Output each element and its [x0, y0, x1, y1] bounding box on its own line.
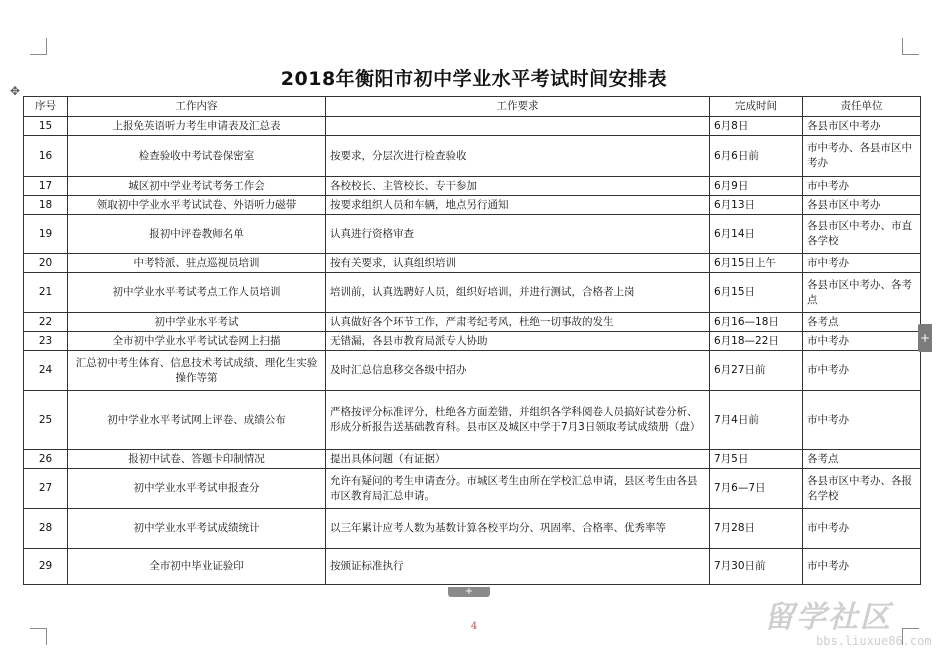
cell-unit: 各考点 — [803, 313, 921, 332]
cell-no: 26 — [24, 450, 68, 469]
cell-content: 初中学业水平考试成绩统计 — [68, 509, 326, 549]
table-row — [24, 177, 921, 196]
cell-no: 23 — [24, 332, 68, 351]
page-number: 4 — [470, 621, 478, 632]
cell-time: 6月15日 — [710, 273, 803, 313]
cell-unit: 市中考办 — [803, 391, 921, 450]
cell-content: 初中学业水平考试申报查分 — [68, 469, 326, 509]
cell-requirement: 各校校长、主管校长、专干参加 — [326, 177, 710, 196]
cell-unit: 各县市区中考办、各报名学校 — [803, 469, 921, 509]
cell-time: 6月13日 — [710, 196, 803, 215]
cell-requirement: 认真做好各个环节工作，严肃考纪考风，杜绝一切事故的发生 — [326, 313, 710, 332]
table-move-handle-icon[interactable]: ✥ — [9, 84, 21, 98]
crop-mark-top-left — [30, 38, 47, 55]
cell-unit: 市中考办、各县市区中考办 — [803, 136, 921, 177]
cell-content: 全市初中毕业证验印 — [68, 549, 326, 585]
header-unit: 责任单位 — [803, 97, 921, 117]
table-row — [24, 117, 921, 136]
cell-no: 19 — [24, 215, 68, 254]
cell-unit: 市中考办 — [803, 509, 921, 549]
cell-unit: 市中考办 — [803, 332, 921, 351]
table-header-row — [24, 97, 921, 117]
table-row — [24, 549, 921, 585]
crop-mark-top-right — [902, 38, 919, 55]
cell-time: 6月8日 — [710, 117, 803, 136]
table-row — [24, 136, 921, 177]
cell-unit: 市中考办 — [803, 549, 921, 585]
header-time: 完成时间 — [710, 97, 803, 117]
cell-time: 6月15日上午 — [710, 254, 803, 273]
cell-unit: 市中考办 — [803, 254, 921, 273]
cell-content: 城区初中学业考试考务工作会 — [68, 177, 326, 196]
cell-requirement: 按有关要求，认真组织培训 — [326, 254, 710, 273]
watermark — [764, 592, 944, 656]
schedule-table — [23, 96, 921, 585]
cell-content: 全市初中学业水平考试试卷网上扫描 — [68, 332, 326, 351]
cell-content: 领取初中学业水平考试试卷、外语听力磁带 — [68, 196, 326, 215]
cell-content: 报初中试卷、答题卡印制情况 — [68, 450, 326, 469]
cell-no: 28 — [24, 509, 68, 549]
cell-requirement: 无错漏，各县市教育局派专人协助 — [326, 332, 710, 351]
cell-requirement: 按要求组织人员和车辆，地点另行通知 — [326, 196, 710, 215]
add-row-tab[interactable]: + — [448, 587, 490, 597]
cell-unit: 各县市区中考办 — [803, 117, 921, 136]
cell-requirement: 允许有疑问的考生申请查分。市城区考生由所在学校汇总申请，县区考生由各县市区教育局汇总申请。 — [326, 469, 710, 509]
header-content: 工作内容 — [68, 97, 326, 117]
cell-unit: 各县市区中考办 — [803, 196, 921, 215]
document-title: 2018年衡阳市初中学业水平考试时间安排表 — [280, 68, 668, 90]
cell-time: 6月9日 — [710, 177, 803, 196]
cell-requirement — [326, 117, 710, 136]
cell-no: 24 — [24, 351, 68, 391]
table-row — [24, 254, 921, 273]
cell-content: 报初中评卷教师名单 — [68, 215, 326, 254]
cell-no: 21 — [24, 273, 68, 313]
table-row — [24, 196, 921, 215]
side-expand-tab[interactable]: + — [918, 324, 932, 352]
cell-time: 7月30日前 — [710, 549, 803, 585]
table-row — [24, 351, 921, 391]
cell-requirement: 认真进行资格审查 — [326, 215, 710, 254]
table-row — [24, 450, 921, 469]
cell-no: 18 — [24, 196, 68, 215]
cell-requirement: 按要求，分层次进行检查验收 — [326, 136, 710, 177]
cell-no: 17 — [24, 177, 68, 196]
cell-content: 初中学业水平考试网上评卷、成绩公布 — [68, 391, 326, 450]
cell-requirement: 按颁证标准执行 — [326, 549, 710, 585]
cell-time: 7月4日前 — [710, 391, 803, 450]
cell-no: 15 — [24, 117, 68, 136]
cell-time: 7月28日 — [710, 509, 803, 549]
cell-requirement: 及时汇总信息移交各级中招办 — [326, 351, 710, 391]
cell-unit: 各考点 — [803, 450, 921, 469]
cell-unit: 各县市区中考办、各考点 — [803, 273, 921, 313]
table-row — [24, 215, 921, 254]
watermark-logo-text: 留学社区 — [764, 600, 892, 635]
cell-unit: 市中考办 — [803, 177, 921, 196]
cell-content: 上报免英语听力考生申请表及汇总表 — [68, 117, 326, 136]
watermark-url: bbs.liuxue86.com — [816, 634, 932, 648]
cell-no: 27 — [24, 469, 68, 509]
table-row — [24, 332, 921, 351]
header-requirement: 工作要求 — [326, 97, 710, 117]
cell-time: 7月6—7日 — [710, 469, 803, 509]
header-no: 序号 — [24, 97, 68, 117]
cell-time: 6月6日前 — [710, 136, 803, 177]
cell-requirement: 以三年累计应考人数为基数计算各校平均分、巩固率、合格率、优秀率等 — [326, 509, 710, 549]
cell-content: 汇总初中考生体育、信息技术考试成绩、理化生实验操作等第 — [68, 351, 326, 391]
table-row — [24, 469, 921, 509]
cell-content: 中考特派、驻点巡视员培训 — [68, 254, 326, 273]
table-row — [24, 273, 921, 313]
cell-no: 22 — [24, 313, 68, 332]
cell-requirement: 培训前，认真选聘好人员，组织好培训，并进行测试，合格者上岗 — [326, 273, 710, 313]
cell-time: 6月14日 — [710, 215, 803, 254]
cell-content: 初中学业水平考试 — [68, 313, 326, 332]
table-row — [24, 509, 921, 549]
cell-time: 6月27日前 — [710, 351, 803, 391]
cell-content: 初中学业水平考试考点工作人员培训 — [68, 273, 326, 313]
cell-time: 6月16—18日 — [710, 313, 803, 332]
cell-time: 6月18—22日 — [710, 332, 803, 351]
cell-no: 25 — [24, 391, 68, 450]
cell-unit: 各县市区中考办、市直各学校 — [803, 215, 921, 254]
cell-no: 16 — [24, 136, 68, 177]
table-row — [24, 313, 921, 332]
cell-requirement: 严格按评分标准评分，杜绝各方面差错，并组织各学科阅卷人员搞好试卷分析、形成分析报告送基础教育科。县市区及城区中学于7月3日领取考试成绩册（盘） — [326, 391, 710, 450]
cell-time: 7月5日 — [710, 450, 803, 469]
table-row — [24, 391, 921, 450]
cell-no: 29 — [24, 549, 68, 585]
cell-no: 20 — [24, 254, 68, 273]
cell-content: 检查验收中考试卷保密室 — [68, 136, 326, 177]
cell-unit: 市中考办 — [803, 351, 921, 391]
cell-requirement: 提出具体问题（有证据） — [326, 450, 710, 469]
